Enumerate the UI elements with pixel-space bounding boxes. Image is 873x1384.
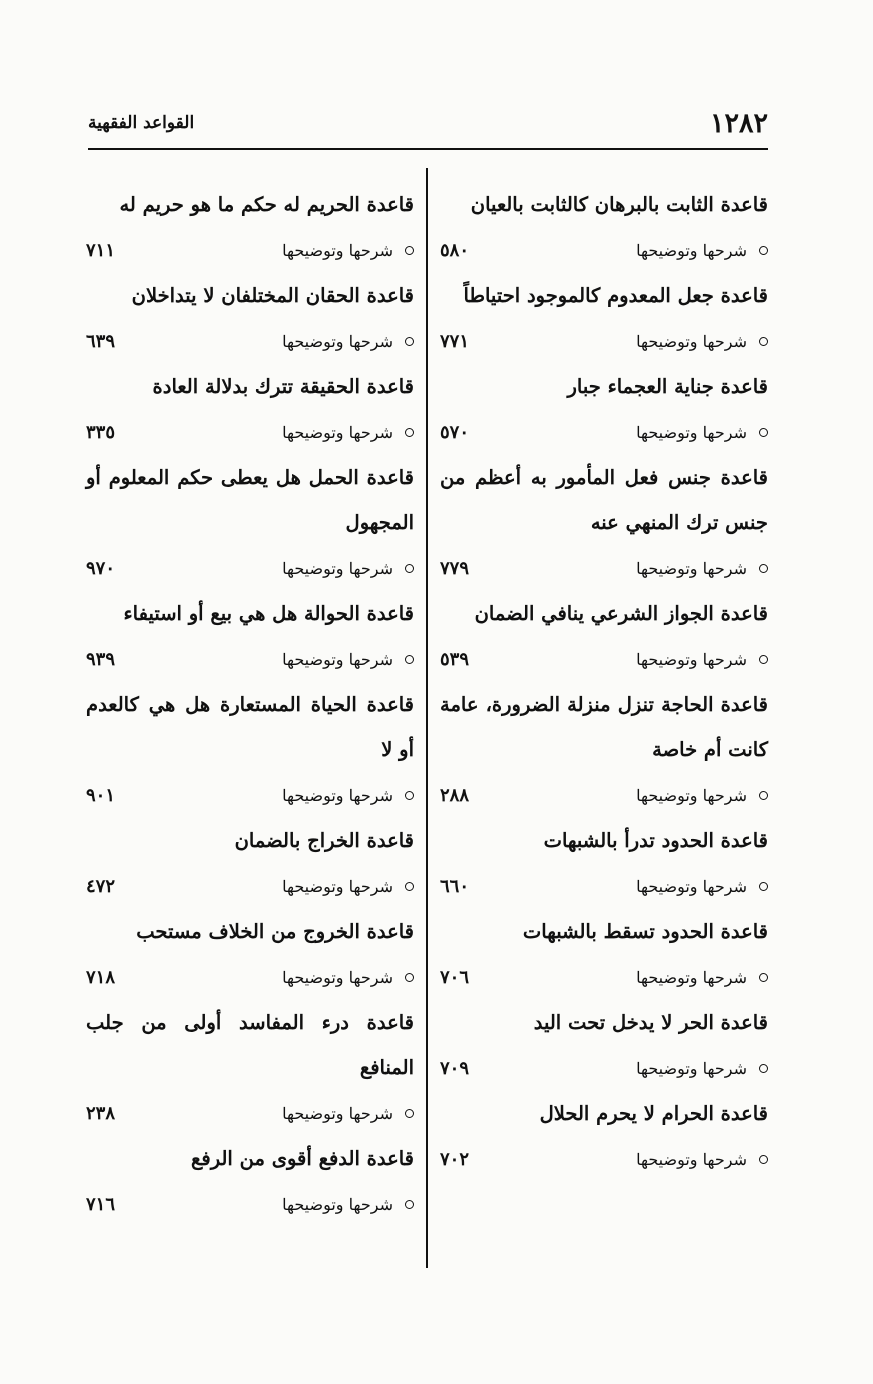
page-ref: ٧١٨ [86, 966, 116, 988]
page-ref: ٦٦٠ [440, 875, 470, 897]
entry-subline [86, 409, 414, 455]
index-entry [86, 364, 414, 455]
circle-bullet-icon [759, 246, 768, 255]
index-entry [440, 682, 768, 818]
subentry-label: شرحها وتوضيحها [636, 649, 747, 669]
circle-bullet-icon [405, 791, 414, 800]
entry-subline [86, 1090, 414, 1136]
subentry-label: شرحها وتوضيحها [636, 876, 747, 896]
circle-bullet-icon [759, 337, 768, 346]
entry-subline [440, 545, 768, 591]
subentry [282, 968, 414, 987]
subentry-label: شرحها وتوضيحها [282, 785, 393, 805]
index-entry [86, 909, 414, 1000]
subentry-label: شرحها وتوضيحها [282, 649, 393, 669]
index-entry [440, 364, 768, 455]
entry-title: قاعدة الخروج من الخلاف مستحب [136, 920, 414, 943]
entry-title: قاعدة الحرام لا يحرم الحلال [539, 1102, 768, 1125]
subentry-label: شرحها وتوضيحها [636, 1058, 747, 1078]
circle-bullet-icon [405, 655, 414, 664]
index-entry [440, 1091, 768, 1182]
entry-title: قاعدة الحاجة تنزل منزلة الضرورة، عامة كانت أم خاصة [440, 693, 768, 761]
entry-title: قاعدة الحياة المستعارة هل هي كالعدم أو لا [86, 693, 414, 761]
circle-bullet-icon [405, 428, 414, 437]
entry-title: قاعدة جناية العجماء جبار [567, 375, 768, 398]
circle-bullet-icon [759, 791, 768, 800]
index-entry [86, 455, 414, 591]
circle-bullet-icon [405, 882, 414, 891]
entry-title: قاعدة درء المفاسد أولى من جلب المنافع [86, 1011, 414, 1079]
subentry-label: شرحها وتوضيحها [636, 422, 747, 442]
subentry-label: شرحها وتوضيحها [282, 1103, 393, 1123]
subentry [636, 423, 768, 442]
entry-title: قاعدة الحريم له حكم ما هو حريم له [119, 193, 414, 216]
subentry [636, 877, 768, 896]
index-entry [440, 1000, 768, 1091]
subentry [282, 559, 414, 578]
page-ref: ٩٣٩ [86, 648, 116, 670]
subentry-label: شرحها وتوضيحها [282, 331, 393, 351]
circle-bullet-icon [405, 1109, 414, 1118]
entry-subline [440, 409, 768, 455]
page-ref: ٧٧١ [440, 330, 470, 352]
entry-title: قاعدة جنس فعل المأمور به أعظم من جنس ترك المنهي عنه [440, 466, 768, 534]
entry-title: قاعدة الحقيقة تترك بدلالة العادة [152, 375, 414, 398]
page-ref: ٧٠٢ [440, 1148, 470, 1170]
subentry-label: شرحها وتوضيحها [282, 876, 393, 896]
left-column [86, 182, 414, 1227]
circle-bullet-icon [759, 882, 768, 891]
entry-subline [86, 545, 414, 591]
entry-subline [86, 1181, 414, 1227]
index-entry [440, 182, 768, 273]
circle-bullet-icon [759, 1064, 768, 1073]
index-entry [86, 1000, 414, 1136]
index-entry [86, 182, 414, 273]
subentry-label: شرحها وتوضيحها [282, 558, 393, 578]
entry-subline [440, 954, 768, 1000]
page-ref: ٧١١ [86, 239, 116, 261]
page-ref: ٩٠١ [86, 784, 116, 806]
entry-subline [440, 1136, 768, 1182]
subentry [282, 423, 414, 442]
page-ref: ٩٧٠ [86, 557, 116, 579]
entry-title: قاعدة الثابت بالبرهان كالثابت بالعيان [470, 193, 768, 216]
subentry [636, 241, 768, 260]
page-ref: ٣٣٥ [86, 421, 116, 443]
index-entry [86, 682, 414, 818]
entry-subline [86, 227, 414, 273]
entry-subline [440, 772, 768, 818]
subentry [282, 650, 414, 669]
circle-bullet-icon [405, 246, 414, 255]
column-divider [426, 168, 428, 1268]
subentry [636, 968, 768, 987]
circle-bullet-icon [759, 428, 768, 437]
subentry [636, 559, 768, 578]
entry-subline [86, 318, 414, 364]
entry-title: قاعدة الحقان المختلفان لا يتداخلان [131, 284, 414, 307]
running-title: القواعد الفقهية [88, 113, 195, 133]
index-entry [86, 273, 414, 364]
entry-subline [440, 863, 768, 909]
entry-title: قاعدة جعل المعدوم كالموجود احتياطاً [463, 284, 768, 307]
page-ref: ٢٨٨ [440, 784, 470, 806]
entry-subline [440, 318, 768, 364]
page-ref: ٧٠٩ [440, 1057, 470, 1079]
entry-subline [86, 863, 414, 909]
subentry [636, 1059, 768, 1078]
page-ref: ٦٣٩ [86, 330, 116, 352]
circle-bullet-icon [759, 655, 768, 664]
entry-title: قاعدة الخراج بالضمان [234, 829, 414, 852]
subentry-label: شرحها وتوضيحها [282, 967, 393, 987]
index-entry [440, 909, 768, 1000]
circle-bullet-icon [405, 337, 414, 346]
entry-title: قاعدة الحمل هل يعطى حكم المعلوم أو المجهول [86, 466, 414, 534]
subentry-label: شرحها وتوضيحها [282, 240, 393, 260]
index-entry [440, 273, 768, 364]
entry-subline [440, 636, 768, 682]
page-ref: ٤٧٢ [86, 875, 116, 897]
page-ref: ٢٣٨ [86, 1102, 116, 1124]
circle-bullet-icon [405, 564, 414, 573]
entry-title: قاعدة الحدود تسقط بالشبهات [522, 920, 768, 943]
subentry [282, 1195, 414, 1214]
index-entry [86, 591, 414, 682]
subentry [636, 786, 768, 805]
entry-subline [86, 954, 414, 1000]
subentry-label: شرحها وتوضيحها [636, 558, 747, 578]
subentry-label: شرحها وتوضيحها [282, 422, 393, 442]
page-ref: ٥٨٠ [440, 239, 470, 261]
entry-subline [440, 1045, 768, 1091]
subentry-label: شرحها وتوضيحها [636, 331, 747, 351]
circle-bullet-icon [759, 973, 768, 982]
entry-title: قاعدة الدفع أقوى من الرفع [191, 1147, 414, 1170]
entry-title: قاعدة الحدود تدرأ بالشبهات [543, 829, 768, 852]
page-number: ١٢٨٢ [709, 107, 768, 139]
index-entry [86, 818, 414, 909]
index-entry [86, 1136, 414, 1227]
entry-title: قاعدة الحر لا يدخل تحت اليد [533, 1011, 768, 1034]
index-entry [440, 591, 768, 682]
entry-title: قاعدة الجواز الشرعي ينافي الضمان [474, 602, 768, 625]
subentry [282, 786, 414, 805]
subentry-label: شرحها وتوضيحها [636, 785, 747, 805]
subentry-label: شرحها وتوضيحها [282, 1194, 393, 1214]
subentry-label: شرحها وتوضيحها [636, 967, 747, 987]
subentry [636, 1150, 768, 1169]
circle-bullet-icon [759, 564, 768, 573]
circle-bullet-icon [759, 1155, 768, 1164]
subentry-label: شرحها وتوضيحها [636, 240, 747, 260]
entry-subline [86, 636, 414, 682]
subentry [282, 1104, 414, 1123]
subentry [636, 332, 768, 351]
index-entry [440, 818, 768, 909]
entry-subline [440, 227, 768, 273]
page-ref: ٧١٦ [86, 1193, 116, 1215]
page-ref: ٥٣٩ [440, 648, 470, 670]
page-ref: ٧٠٦ [440, 966, 470, 988]
subentry [636, 650, 768, 669]
page-header [88, 98, 768, 150]
subentry [282, 241, 414, 260]
entry-title: قاعدة الحوالة هل هي بيع أو استيفاء [123, 602, 414, 625]
subentry-label: شرحها وتوضيحها [636, 1149, 747, 1169]
subentry [282, 332, 414, 351]
right-column [440, 182, 768, 1182]
entry-subline [86, 772, 414, 818]
page-ref: ٥٧٠ [440, 421, 470, 443]
circle-bullet-icon [405, 973, 414, 982]
subentry [282, 877, 414, 896]
circle-bullet-icon [405, 1200, 414, 1209]
index-entry [440, 455, 768, 591]
page-ref: ٧٧٩ [440, 557, 470, 579]
